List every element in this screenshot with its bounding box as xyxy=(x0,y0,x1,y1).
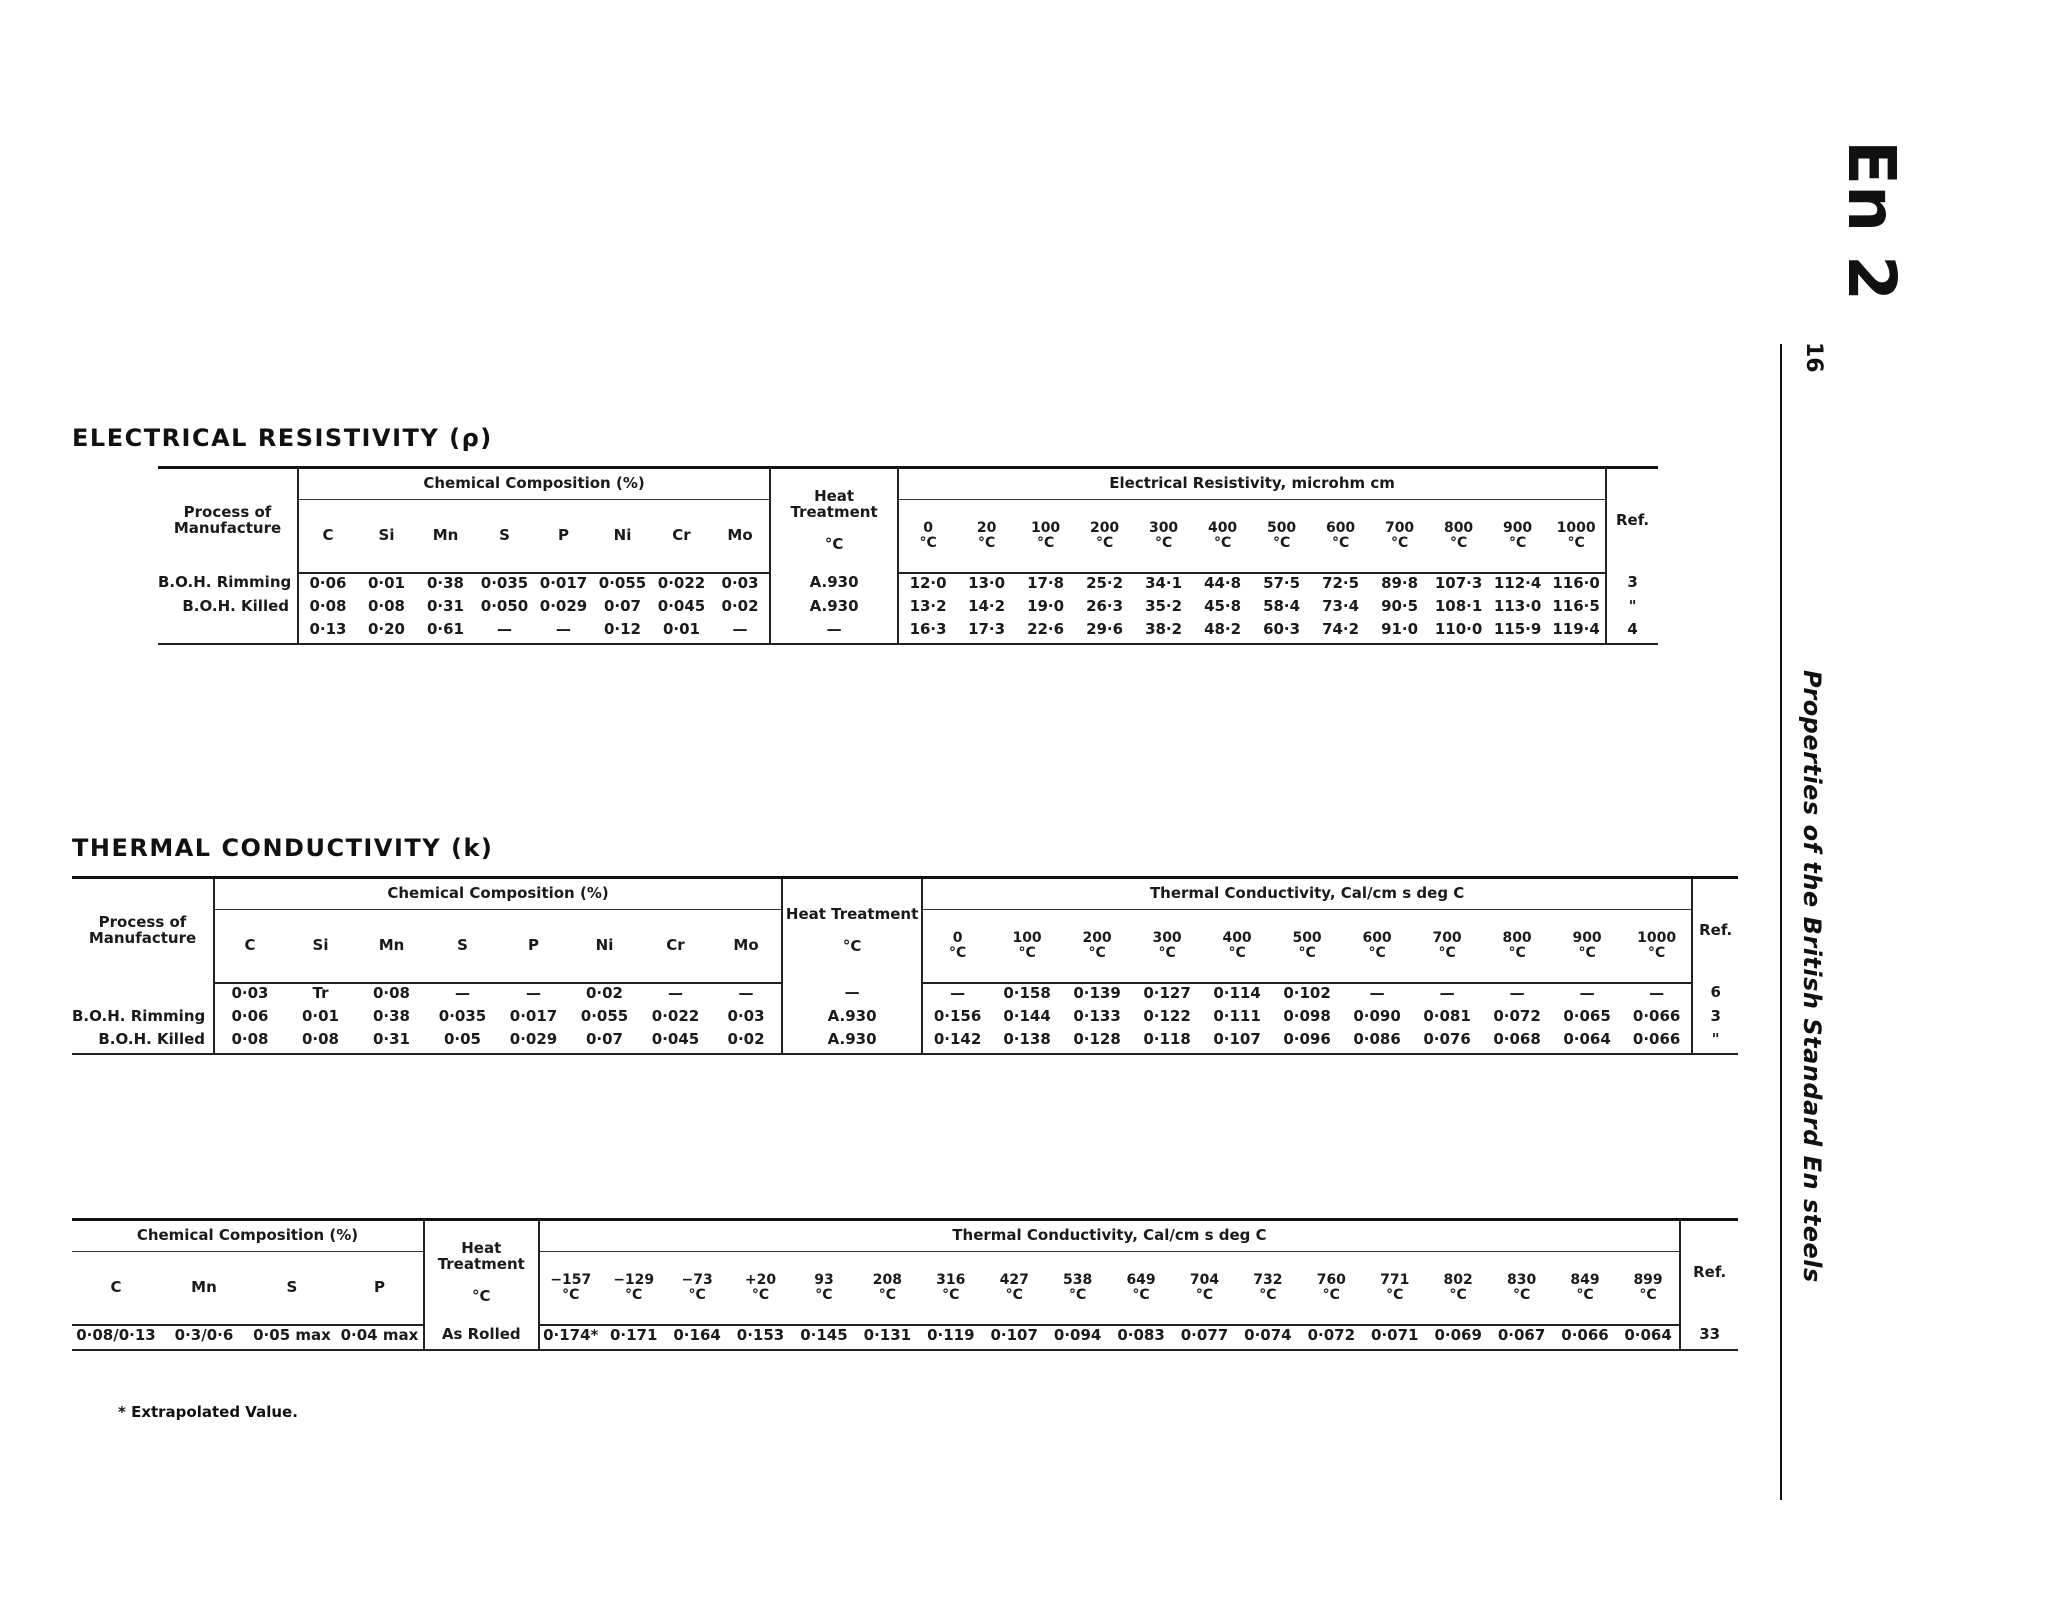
value-cell: 45·8 xyxy=(1204,597,1242,615)
chem-col-header: C xyxy=(72,1252,160,1326)
value-cell: 0·072 xyxy=(1307,1326,1356,1344)
chem-col-header: P xyxy=(534,500,593,574)
value-cell: 116·5 xyxy=(1552,597,1600,615)
table-row xyxy=(158,573,1658,597)
value-cell: 29·6 xyxy=(1086,620,1124,638)
value-cell: 0·122 xyxy=(1143,1007,1191,1025)
chem-col-header: Mn xyxy=(356,910,427,984)
value-cell: 72·5 xyxy=(1322,574,1360,592)
temp-col-header: 0 °C xyxy=(922,910,992,984)
chem-cell: 0·022 xyxy=(651,1007,700,1025)
ref-cell: " xyxy=(1606,597,1658,620)
chem-cell: 0·029 xyxy=(509,1030,558,1048)
value-cell: — xyxy=(1439,984,1455,1002)
value-cell: 0·086 xyxy=(1353,1030,1401,1048)
chem-cell: — xyxy=(455,984,470,1002)
temp-col-header: 771 °C xyxy=(1363,1252,1426,1326)
process-cell xyxy=(72,983,214,1007)
temp-col-header: 400 °C xyxy=(1202,910,1272,984)
conductivity-table-2 xyxy=(72,1218,1738,1351)
temp-col-header: 899 °C xyxy=(1617,1252,1681,1326)
chem-cell: 0·055 xyxy=(598,574,647,592)
chem-cell: 0·08/0·13 xyxy=(76,1326,156,1344)
value-cell: 0·107 xyxy=(1213,1030,1261,1048)
value-cell: 0·133 xyxy=(1073,1007,1121,1025)
chem-cell: 0·02 xyxy=(585,984,623,1002)
value-cell: 0·156 xyxy=(922,1007,992,1030)
temp-col-header: 704 °C xyxy=(1173,1252,1236,1326)
temp-col-header: 93 °C xyxy=(792,1252,855,1326)
temp-col-header: 316 °C xyxy=(919,1252,982,1326)
conductivity-group-header: Thermal Conductivity, Cal/cm s deg C xyxy=(922,878,1692,910)
chem-col-header: Cr xyxy=(652,500,711,574)
chem-cell: 0·01 xyxy=(367,574,405,592)
chem-cell: 0·07 xyxy=(603,597,641,615)
value-cell: 0·144 xyxy=(1003,1007,1051,1025)
chem-col-header: S xyxy=(248,1252,336,1326)
value-cell: — xyxy=(1579,984,1595,1002)
heat-cell: A.930 xyxy=(782,1030,922,1054)
chem-cell: 0·035 xyxy=(480,574,529,592)
value-cell: 0·158 xyxy=(1003,984,1051,1002)
temp-col-header: 600 °C xyxy=(1342,910,1412,984)
chem-col-header: Mn xyxy=(160,1252,248,1326)
value-cell: 12·0 xyxy=(898,573,957,597)
value-cell: 0·090 xyxy=(1353,1007,1401,1025)
process-cell xyxy=(158,620,298,644)
chem-cell: 0·06 xyxy=(298,573,357,597)
value-cell: 0·171 xyxy=(609,1326,658,1344)
ref-header: Ref. xyxy=(1692,878,1738,984)
chem-cell: 0·08 xyxy=(367,597,405,615)
value-cell: 17·3 xyxy=(968,620,1006,638)
chem-cell: 0·38 xyxy=(426,574,464,592)
value-cell: 0·076 xyxy=(1423,1030,1471,1048)
temp-col-header: 900 °C xyxy=(1488,500,1547,574)
temp-col-header: 300 °C xyxy=(1132,910,1202,984)
value-cell: 0·145 xyxy=(800,1326,848,1344)
temp-col-header: −129 °C xyxy=(602,1252,665,1326)
heat-cell: A.930 xyxy=(770,573,898,597)
value-cell: 74·2 xyxy=(1322,620,1360,638)
temp-col-header: 20 °C xyxy=(957,500,1016,574)
running-title: Properties of the British Standard En steels xyxy=(1798,670,1826,1283)
heat-treatment-header: Heat Treatment °C xyxy=(770,468,898,574)
steel-code-heading: En 2 xyxy=(1833,140,1910,301)
value-cell: 0·118 xyxy=(1143,1030,1191,1048)
value-cell: 34·1 xyxy=(1145,574,1183,592)
temp-col-header: 0 °C xyxy=(898,500,957,574)
temp-col-header: 760 °C xyxy=(1300,1252,1363,1326)
chem-cell: Tr xyxy=(312,984,329,1002)
conductivity-title: THERMAL CONDUCTIVITY (k) xyxy=(72,834,494,862)
chem-cell: — xyxy=(732,620,748,638)
value-cell: 0·065 xyxy=(1563,1007,1611,1025)
value-cell: 38·2 xyxy=(1145,620,1183,638)
value-cell: 90·5 xyxy=(1381,597,1419,615)
value-cell: 89·8 xyxy=(1381,574,1419,592)
temp-col-header: 800 °C xyxy=(1429,500,1488,574)
heat-cell: As Rolled xyxy=(424,1325,539,1350)
value-cell: 113·0 xyxy=(1493,597,1542,615)
temp-col-header: 1000 °C xyxy=(1622,910,1692,984)
temp-col-header: 700 °C xyxy=(1370,500,1429,574)
value-cell: 0·139 xyxy=(1073,984,1121,1002)
temp-col-header: 200 °C xyxy=(1075,500,1134,574)
value-cell: 57·5 xyxy=(1263,574,1301,592)
temp-col-header: 300 °C xyxy=(1134,500,1193,574)
temp-col-header: −157 °C xyxy=(539,1252,602,1326)
value-cell: 0·098 xyxy=(1283,1007,1331,1025)
value-cell: 0·072 xyxy=(1493,1007,1541,1025)
value-cell: 0·069 xyxy=(1434,1326,1482,1344)
chem-comp-header: Chemical Composition (%) xyxy=(298,468,770,500)
value-cell: 0·174* xyxy=(539,1325,602,1350)
value-cell: 0·153 xyxy=(736,1326,785,1344)
resistivity-title: ELECTRICAL RESISTIVITY (ρ) xyxy=(72,424,493,452)
value-cell: 110·0 xyxy=(1434,620,1483,638)
chem-cell: 0·3/0·6 xyxy=(174,1326,234,1344)
chem-col-header: P xyxy=(336,1252,424,1326)
ref-cell: 6 xyxy=(1692,983,1738,1007)
value-cell: 0·067 xyxy=(1497,1326,1546,1344)
temp-col-header: 100 °C xyxy=(1016,500,1075,574)
value-cell: 116·0 xyxy=(1552,574,1600,592)
chem-col-header: Mn xyxy=(416,500,475,574)
table-row xyxy=(72,1007,1738,1030)
chem-cell: 0·08 xyxy=(214,1030,285,1054)
temp-col-header: 400 °C xyxy=(1193,500,1252,574)
temp-col-header: 600 °C xyxy=(1311,500,1370,574)
value-cell: 0·107 xyxy=(990,1326,1038,1344)
value-cell: 0·096 xyxy=(1283,1030,1331,1048)
value-cell: 17·8 xyxy=(1027,574,1065,592)
ref-cell: 3 xyxy=(1692,1007,1738,1030)
process-header: Process of Manufacture xyxy=(88,913,197,947)
value-cell: 0·066 xyxy=(1632,1007,1681,1025)
chem-cell: 0·017 xyxy=(509,1007,558,1025)
temp-col-header: 500 °C xyxy=(1252,500,1311,574)
temp-col-header: 427 °C xyxy=(983,1252,1046,1326)
value-cell: 0·094 xyxy=(1053,1326,1102,1344)
temp-col-header: 732 °C xyxy=(1236,1252,1299,1326)
resistivity-table xyxy=(158,466,1658,645)
page-number: 16 xyxy=(1801,342,1826,373)
chem-cell: 0·31 xyxy=(426,597,464,615)
temp-col-header: −73 °C xyxy=(665,1252,728,1326)
temp-col-header: 800 °C xyxy=(1482,910,1552,984)
heat-treatment-header: Heat Treatment °C xyxy=(424,1220,539,1326)
temp-col-header: 830 °C xyxy=(1490,1252,1553,1326)
heat-cell: A.930 xyxy=(770,597,898,620)
chem-cell: 0·03 xyxy=(721,574,759,592)
page-margin-rule xyxy=(1780,344,1782,1500)
temp-col-header: 208 °C xyxy=(856,1252,919,1326)
value-cell: 107·3 xyxy=(1434,574,1483,592)
value-cell: — xyxy=(1509,984,1525,1002)
chem-col-header: Ni xyxy=(593,500,652,574)
table-row xyxy=(72,1325,1738,1350)
value-cell: 0·164 xyxy=(673,1326,721,1344)
value-cell: 22·6 xyxy=(1027,620,1065,638)
chem-cell: 0·31 xyxy=(372,1030,410,1048)
resistivity-group-header: Electrical Resistivity, microhm cm xyxy=(898,468,1606,500)
value-cell: 44·8 xyxy=(1204,574,1242,592)
value-cell: 0·142 xyxy=(922,1030,992,1054)
chem-cell: 0·12 xyxy=(603,620,641,638)
value-cell: 0·083 xyxy=(1117,1326,1165,1344)
chem-cell: 0·01 xyxy=(662,620,700,638)
chem-cell: 0·08 xyxy=(298,597,357,620)
chem-cell: 0·04 max xyxy=(340,1326,419,1344)
table-row xyxy=(158,597,1658,620)
chem-cell: 0·02 xyxy=(727,1030,765,1048)
value-cell: 35·2 xyxy=(1145,597,1183,615)
temp-col-header: 500 °C xyxy=(1272,910,1342,984)
value-cell: 26·3 xyxy=(1086,597,1124,615)
heat-cell: — xyxy=(782,983,922,1007)
value-cell: 0·066 xyxy=(1561,1326,1609,1344)
chem-cell: 0·01 xyxy=(301,1007,339,1025)
chem-col-header: Si xyxy=(357,500,416,574)
chem-col-header: S xyxy=(475,500,534,574)
footnote: * Extrapolated Value. xyxy=(118,1403,298,1421)
value-cell: 0·119 xyxy=(927,1326,975,1344)
chem-comp-header: Chemical Composition (%) xyxy=(214,878,782,910)
value-cell: 0·128 xyxy=(1073,1030,1121,1048)
process-header: Process of Manufacture xyxy=(173,503,282,537)
heat-cell: — xyxy=(770,620,898,644)
ref-cell: 3 xyxy=(1606,573,1658,597)
temp-col-header: +20 °C xyxy=(729,1252,792,1326)
chem-col-header: Ni xyxy=(569,910,640,984)
chem-cell: — xyxy=(526,984,541,1002)
heat-cell: A.930 xyxy=(782,1007,922,1030)
value-cell: 112·4 xyxy=(1493,574,1542,592)
temp-col-header: 649 °C xyxy=(1109,1252,1172,1326)
chem-cell: 0·38 xyxy=(372,1007,410,1025)
table-row xyxy=(72,983,1738,1007)
value-cell: 14·2 xyxy=(968,597,1006,615)
chem-col-header: S xyxy=(427,910,498,984)
value-cell: 73·4 xyxy=(1322,597,1360,615)
value-cell: 115·9 xyxy=(1493,620,1542,638)
chem-comp-header: Chemical Composition (%) xyxy=(72,1220,424,1252)
chem-cell: 0·06 xyxy=(214,1007,285,1030)
value-cell: 0·081 xyxy=(1423,1007,1471,1025)
process-cell: B.O.H. Rimming xyxy=(158,573,292,591)
value-cell: 108·1 xyxy=(1434,597,1483,615)
table-row xyxy=(158,620,1658,644)
value-cell: 0·074 xyxy=(1244,1326,1292,1344)
value-cell: 0·111 xyxy=(1213,1007,1261,1025)
chem-cell: — xyxy=(668,984,683,1002)
heat-treatment-header: Heat Treatment °C xyxy=(782,878,922,984)
process-cell: B.O.H. Rimming xyxy=(72,1007,206,1025)
ref-cell: 4 xyxy=(1606,620,1658,644)
chem-cell: 0·045 xyxy=(651,1030,700,1048)
temp-col-header: 849 °C xyxy=(1553,1252,1616,1326)
chem-col-header: Si xyxy=(285,910,356,984)
value-cell: — xyxy=(1369,984,1385,1002)
value-cell: 0·071 xyxy=(1371,1326,1419,1344)
value-cell: 0·114 xyxy=(1213,984,1261,1002)
value-cell: 19·0 xyxy=(1027,597,1065,615)
chem-cell: 0·61 xyxy=(426,620,464,638)
ref-cell: " xyxy=(1692,1030,1738,1054)
value-cell: 0·064 xyxy=(1624,1326,1672,1344)
chem-cell: — xyxy=(497,620,512,638)
chem-cell: 0·13 xyxy=(298,620,357,644)
chem-cell: 0·03 xyxy=(214,983,285,1007)
value-cell: 25·2 xyxy=(1086,574,1124,592)
temp-col-header: 900 °C xyxy=(1552,910,1622,984)
value-cell: 91·0 xyxy=(1381,620,1419,638)
value-cell: — xyxy=(922,983,992,1007)
chem-cell: 0·017 xyxy=(539,574,588,592)
value-cell: 119·4 xyxy=(1552,620,1600,638)
chem-cell: 0·022 xyxy=(657,574,706,592)
chem-cell: 0·05 xyxy=(443,1030,481,1048)
temp-col-header: 200 °C xyxy=(1062,910,1132,984)
temp-col-header: 802 °C xyxy=(1426,1252,1489,1326)
ref-header: Ref. xyxy=(1680,1220,1738,1326)
value-cell: 16·3 xyxy=(898,620,957,644)
chem-cell: 0·20 xyxy=(367,620,405,638)
chem-cell: 0·03 xyxy=(727,1007,765,1025)
temp-col-header: 1000 °C xyxy=(1547,500,1606,574)
value-cell: 0·138 xyxy=(1003,1030,1051,1048)
value-cell: 0·068 xyxy=(1493,1030,1541,1048)
chem-col-header: Cr xyxy=(640,910,711,984)
chem-cell: 0·029 xyxy=(539,597,588,615)
conductivity-table xyxy=(72,876,1738,1055)
value-cell: 0·127 xyxy=(1143,984,1191,1002)
chem-col-header: Mo xyxy=(711,500,770,574)
chem-cell: 0·055 xyxy=(580,1007,629,1025)
value-cell: 0·102 xyxy=(1283,984,1331,1002)
ref-header: Ref. xyxy=(1606,468,1658,574)
value-cell: 0·131 xyxy=(863,1326,912,1344)
value-cell: 13·2 xyxy=(898,597,957,620)
temp-col-header: 538 °C xyxy=(1046,1252,1109,1326)
chem-cell: 0·035 xyxy=(438,1007,487,1025)
temp-col-header: 100 °C xyxy=(992,910,1062,984)
chem-cell: 0·050 xyxy=(480,597,529,615)
chem-cell: — xyxy=(738,984,754,1002)
chem-col-header: P xyxy=(498,910,569,984)
chem-cell: 0·02 xyxy=(721,597,759,615)
chem-cell: 0·045 xyxy=(657,597,706,615)
temp-col-header: 700 °C xyxy=(1412,910,1482,984)
value-cell: 0·064 xyxy=(1563,1030,1611,1048)
value-cell: 48·2 xyxy=(1204,620,1242,638)
process-cell: B.O.H. Killed xyxy=(182,597,289,615)
chem-cell: — xyxy=(556,620,571,638)
value-cell: 58·4 xyxy=(1263,597,1301,615)
chem-col-header: C xyxy=(298,500,357,574)
chem-col-header: C xyxy=(214,910,285,984)
value-cell: 60·3 xyxy=(1263,620,1301,638)
chem-cell: 0·07 xyxy=(585,1030,623,1048)
value-cell: 0·077 xyxy=(1180,1326,1229,1344)
value-cell: 13·0 xyxy=(968,574,1006,592)
ref-cell: 33 xyxy=(1680,1325,1738,1350)
chem-cell: 0·08 xyxy=(372,984,410,1002)
table-row xyxy=(72,1030,1738,1054)
chem-cell: 0·08 xyxy=(301,1030,339,1048)
chem-cell: 0·05 max xyxy=(253,1326,331,1344)
value-cell: 0·066 xyxy=(1632,1030,1681,1048)
value-cell: — xyxy=(1649,984,1665,1002)
chem-col-header: Mo xyxy=(711,910,782,984)
conductivity-group-header: Thermal Conductivity, Cal/cm s deg C xyxy=(539,1220,1681,1252)
process-cell: B.O.H. Killed xyxy=(98,1030,205,1048)
